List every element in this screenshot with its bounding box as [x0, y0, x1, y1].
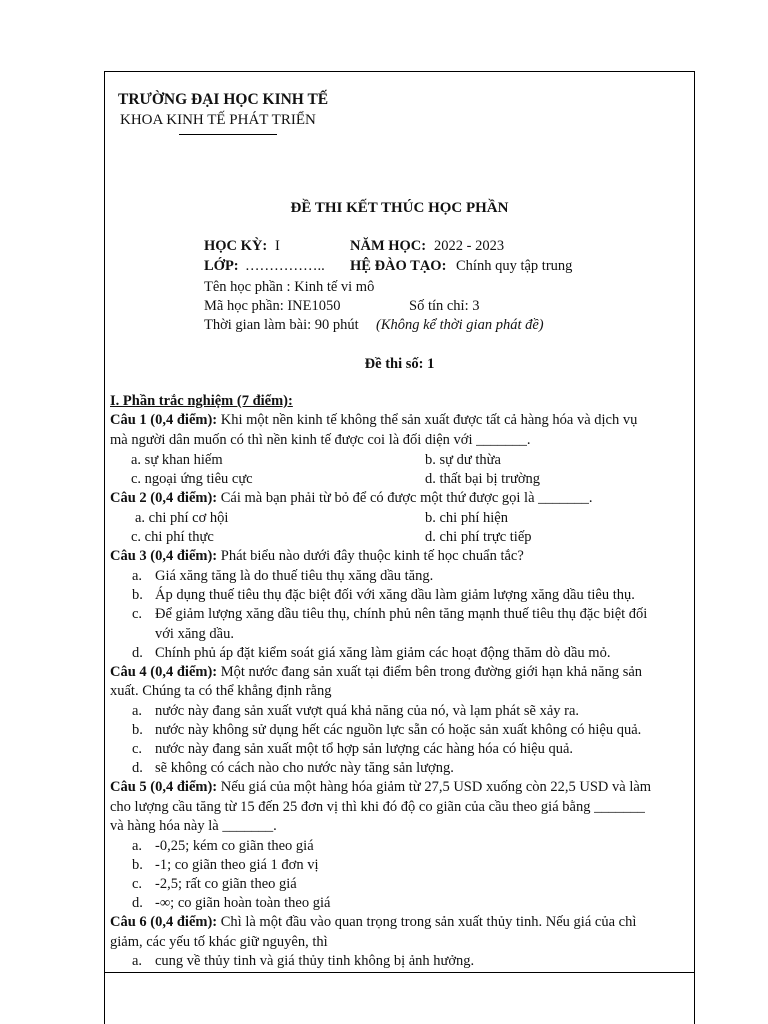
option-d: d. thất bại bị trường — [425, 471, 540, 487]
program-value: Chính quy tập trung — [456, 258, 573, 274]
faculty-name: KHOA KINH TẾ PHÁT TRIỂN — [120, 112, 316, 128]
exam-title: ĐỀ THI KẾT THÚC HỌC PHẦN — [290, 200, 509, 216]
question-label: Câu 6 (0,4 điểm): — [110, 914, 218, 930]
option-letter: d. — [132, 645, 143, 661]
option-letter: a. — [132, 703, 143, 719]
question-2 — [110, 489, 593, 507]
question-3 — [110, 547, 524, 565]
option-letter: a. — [132, 953, 143, 969]
option-letter: d. — [132, 895, 143, 911]
option-letter: b. — [132, 587, 143, 603]
option-a: Giá xăng tăng là do thuế tiêu thụ xăng dầu tăng. — [155, 568, 434, 584]
question-text: Nếu giá của một hàng hóa giảm từ 27,5 USD xuống còn 22,5 USD và làm — [220, 779, 652, 795]
option-letter: b. — [132, 722, 143, 738]
option-a: a. chi phí cơ hội — [135, 510, 229, 526]
option-a: nước này đang sản xuất vượt quá khả năng của nó, và lạm phát sẽ xảy ra. — [155, 703, 580, 719]
question-text-cont: giảm, các yếu tố khác giữ nguyên, thì — [110, 934, 328, 950]
option-c: c. ngoại ứng tiêu cực — [131, 471, 253, 487]
course-name: Tên học phần : Kinh tế vi mô — [204, 279, 375, 295]
duration-note: (Không kể thời gian phát đề) — [376, 317, 544, 333]
credits: Số tín chỉ: 3 — [409, 298, 480, 314]
option-d: -∞; co giãn hoàn toàn theo giá — [155, 895, 331, 911]
program-label: HỆ ĐÀO TẠO: — [350, 258, 447, 274]
option-d: d. chi phí trực tiếp — [425, 529, 532, 545]
exam-number: Đề thi số: 1 — [364, 356, 435, 372]
semester-value: I — [275, 238, 280, 254]
option-a: a. sự khan hiếm — [131, 452, 223, 468]
option-letter: a. — [132, 568, 143, 584]
option-b: b. sự dư thừa — [425, 452, 501, 468]
question-text: Chì là một đầu vào quan trọng trong sản xuất thủy tinh. Nếu giá của chì — [220, 914, 637, 930]
section-title: I. Phần trắc nghiệm (7 điểm): — [110, 393, 293, 409]
duration: Thời gian làm bài: 90 phút — [204, 317, 359, 333]
option-a: cung về thủy tinh và giá thủy tinh không bị ảnh hưởng. — [155, 953, 475, 969]
option-c: c. chi phí thực — [131, 529, 214, 545]
question-text: Cái mà bạn phải từ bỏ để có được một thứ được gọi là _______. — [220, 490, 593, 506]
question-1 — [110, 411, 637, 429]
question-text-cont: và hàng hóa này là _______. — [110, 818, 277, 834]
question-label: Câu 4 (0,4 điểm): — [110, 664, 218, 680]
option-b: Áp dụng thuế tiêu thụ đặc biệt đối với xăng dầu làm giảm lượng xăng dầu tiêu thụ. — [155, 587, 635, 603]
option-letter: c. — [132, 606, 143, 622]
question-text-cont: cho lượng cầu tăng từ 15 đến 25 đơn vị thì khi đó độ co giãn của cầu theo giá bằng _______ — [110, 799, 645, 815]
question-label: Câu 2 (0,4 điểm): — [110, 490, 218, 506]
option-c: Để giảm lượng xăng dầu tiêu thụ, chính phủ nên tăng mạnh thuế tiêu thụ đặc biệt đối — [155, 606, 648, 622]
question-5 — [110, 778, 651, 796]
option-b: nước này không sử dụng hết các nguồn lực sẵn có hoặc sản xuất không có hiệu quả. — [155, 722, 642, 738]
option-d: Chính phủ áp đặt kiểm soát giá xăng làm giảm các hoạt động thăm dò dầu mỏ. — [155, 645, 611, 661]
question-label: Câu 3 (0,4 điểm): — [110, 548, 218, 564]
question-6 — [110, 913, 636, 931]
question-text: Khi một nền kinh tế không thể sản xuất được tất cả hàng hóa và dịch vụ — [220, 412, 638, 428]
university-name: TRƯỜNG ĐẠI HỌC KINH TẾ — [118, 91, 329, 108]
option-b: -1; co giãn theo giá 1 đơn vị — [155, 857, 319, 873]
course-code: Mã học phần: INE1050 — [204, 298, 341, 314]
question-text-cont: mà người dân muốn có thì nền kinh tế được coi là đối diện với _______. — [110, 432, 531, 448]
option-letter: c. — [132, 876, 143, 892]
header-divider — [179, 134, 277, 135]
page-bottom-border — [104, 972, 695, 973]
option-letter: c. — [132, 741, 143, 757]
question-label: Câu 1 (0,4 điểm): — [110, 412, 218, 428]
option-a: -0,25; kém co giãn theo giá — [155, 838, 314, 854]
question-text-cont: xuất. Chúng ta có thể khẳng định rằng — [110, 683, 332, 699]
year-label: NĂM HỌC: — [350, 238, 427, 254]
question-label: Câu 5 (0,4 điểm): — [110, 779, 218, 795]
option-letter: a. — [132, 838, 143, 854]
option-letter: d. — [132, 760, 143, 776]
class-label: LỚP: — [204, 258, 239, 274]
option-c: nước này đang sản xuất một tổ hợp sản lượng các hàng hóa có hiệu quả. — [155, 741, 574, 757]
option-c: -2,5; rất co giãn theo giá — [155, 876, 297, 892]
question-4 — [110, 663, 642, 681]
semester-label: HỌC KỲ: — [204, 238, 268, 254]
question-text: Phát biểu nào dưới đây thuộc kinh tế học chuẩn tắc? — [220, 548, 524, 564]
option-d: sẽ không có cách nào cho nước này tăng sản lượng. — [155, 760, 454, 776]
option-letter: b. — [132, 857, 143, 873]
option-c-cont: với xăng dầu. — [155, 626, 234, 642]
question-text: Một nước đang sản xuất tại điểm bên trong đường giới hạn khả năng sản — [220, 664, 643, 680]
year-value: 2022 - 2023 — [434, 238, 505, 254]
class-value: …………….. — [245, 258, 325, 274]
option-b: b. chi phí hiện — [425, 510, 508, 526]
